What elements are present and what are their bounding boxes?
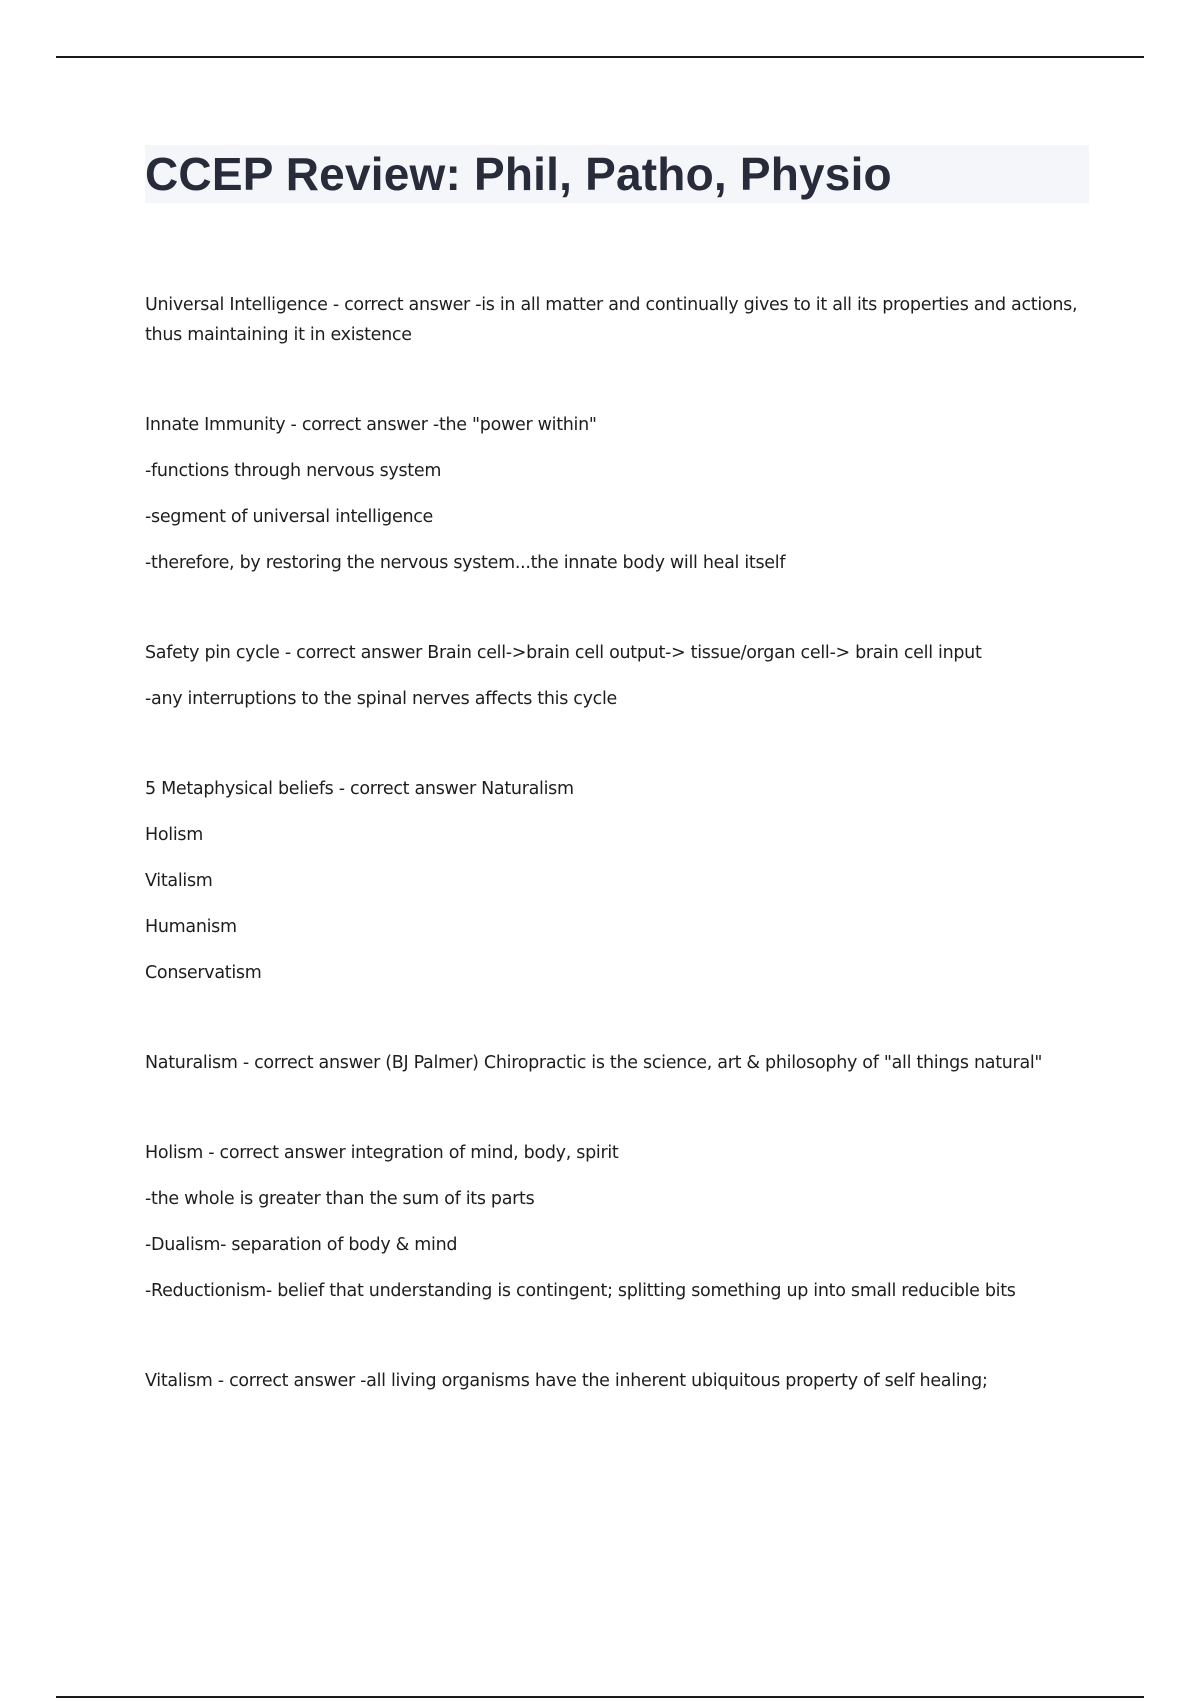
entry-universal-intelligence xyxy=(145,290,1085,350)
entry-line: Holism - correct answer integration of mind, body, spirit xyxy=(145,1143,619,1163)
top-rule xyxy=(56,56,1144,58)
document-body xyxy=(145,290,1085,1396)
entry-innate-immunity xyxy=(145,410,1085,578)
entry-line: Holism xyxy=(145,825,203,845)
entry-line: Humanism xyxy=(145,917,237,937)
entry-line: -therefore, by restoring the nervous system...the innate body will heal itself xyxy=(145,553,786,573)
entry-line: -Reductionism- belief that understanding is contingent; splitting something up into small reducible bits xyxy=(145,1281,1016,1301)
entry-line: Vitalism xyxy=(145,871,213,891)
entry-line: Conservatism xyxy=(145,963,262,983)
bottom-rule xyxy=(56,1696,1144,1698)
entry-line: -segment of universal intelligence xyxy=(145,507,434,527)
entry-line: -Dualism- separation of body & mind xyxy=(145,1235,458,1255)
entry-line: -functions through nervous system xyxy=(145,461,442,481)
entry-line: Innate Immunity - correct answer -the "power within" xyxy=(145,415,597,435)
entry-line: -the whole is greater than the sum of its parts xyxy=(145,1189,535,1209)
entry-naturalism xyxy=(145,1048,1085,1078)
page-title: CCEP Review: Phil, Patho, Physio xyxy=(145,148,892,200)
entry-safety-pin-cycle xyxy=(145,638,1085,714)
entry-line: Safety pin cycle - correct answer Brain cell->brain cell output-> tissue/organ cell-> brain cell input xyxy=(145,643,982,663)
entry-line: Naturalism - correct answer (BJ Palmer) Chiropractic is the science, art & philosophy of "all things natural" xyxy=(145,1053,1043,1073)
entry-vitalism xyxy=(145,1366,1085,1396)
entry-line: Universal Intelligence - correct answer -is in all matter and continually gives to it all its properties and actions, thus maintaining it in existence xyxy=(145,295,1078,345)
entry-line: 5 Metaphysical beliefs - correct answer Naturalism xyxy=(145,779,574,799)
entry-line: -any interruptions to the spinal nerves affects this cycle xyxy=(145,689,618,709)
entry-line: Vitalism - correct answer -all living organisms have the inherent ubiquitous property of self healing; xyxy=(145,1371,988,1391)
entry-holism xyxy=(145,1138,1085,1306)
entry-metaphysical-beliefs xyxy=(145,774,1085,988)
